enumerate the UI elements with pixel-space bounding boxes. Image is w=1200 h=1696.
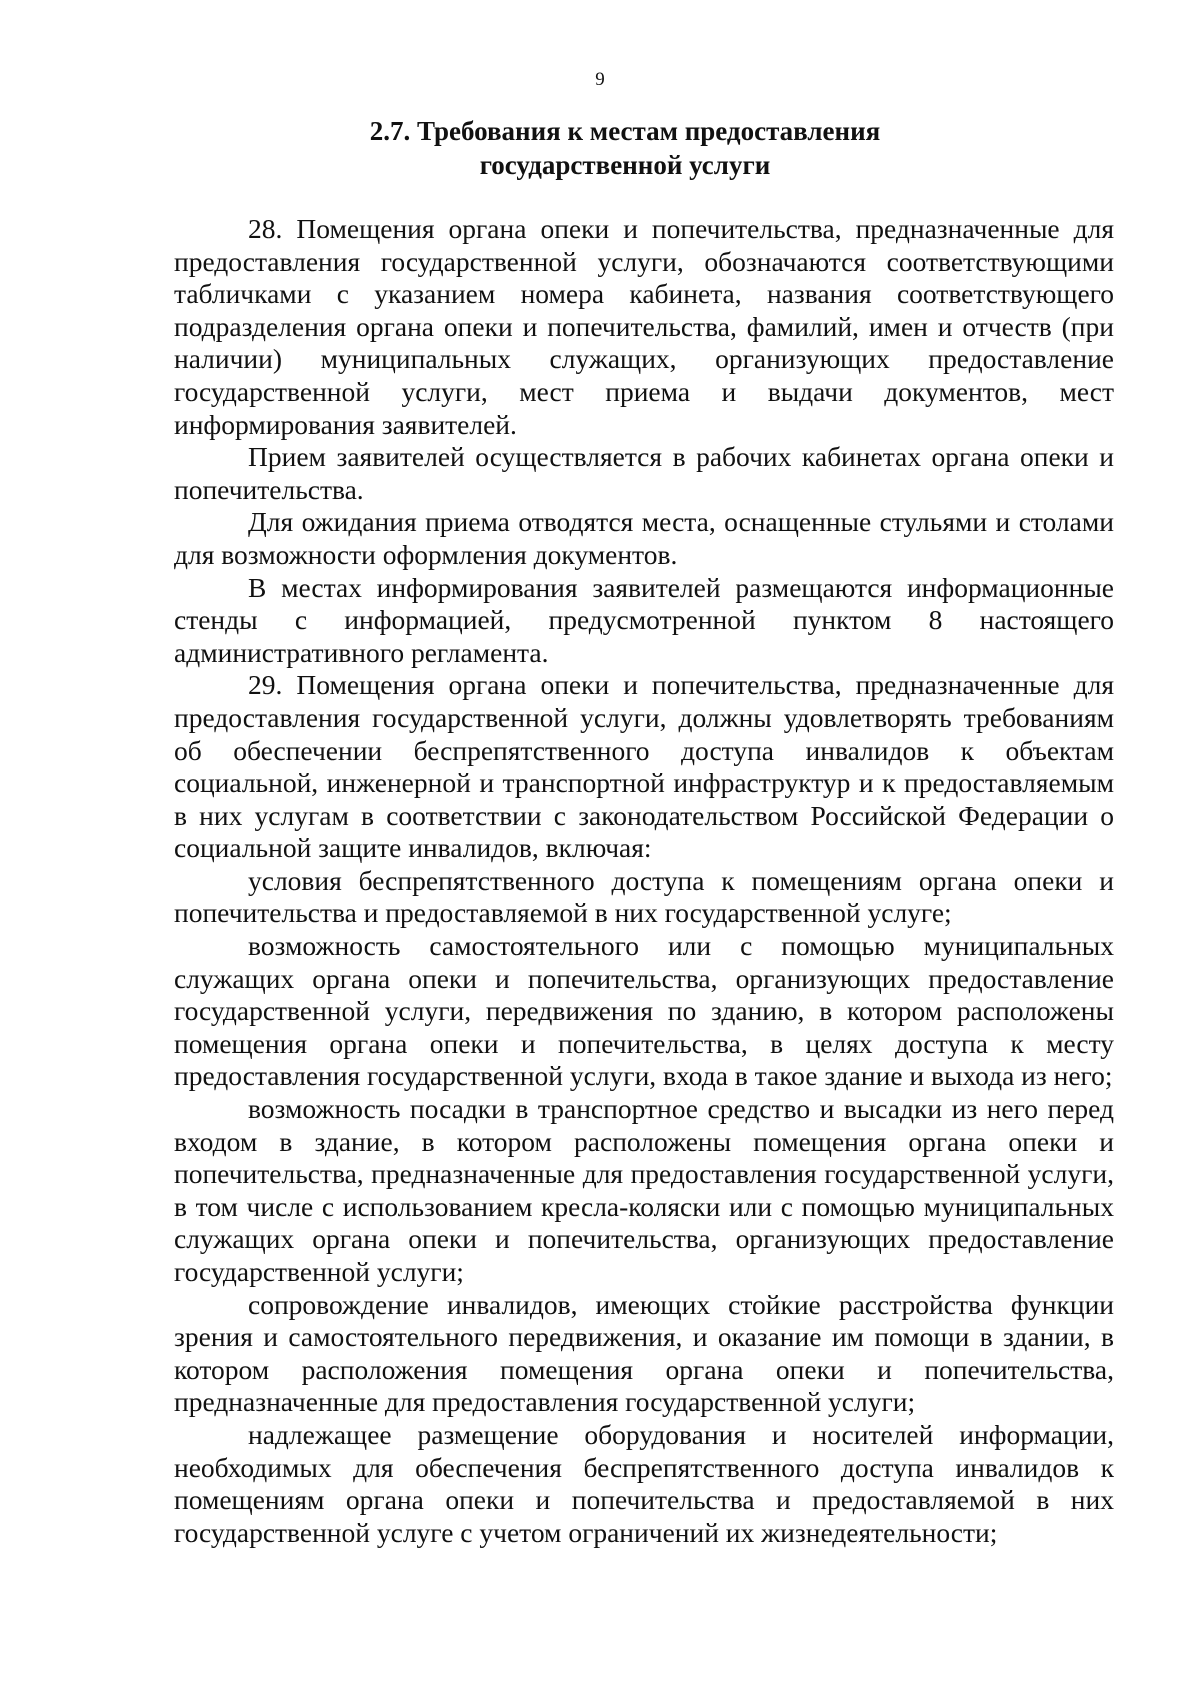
paragraph-escort-assistance: сопровождение инвалидов, имеющих стойкие расстройства функции зрения и самостоятельного передвижения, и оказание им помощи в здании, в котором расположения помещения органа опеки и попечительства, предназначенные для предоставления государственной услуги; [174,1288,1114,1418]
paragraph-equipment-placement: надлежащее размещение оборудования и носителей информации, необходимых для обеспечения беспрепятственного доступа инвалидов к помещениям органа опеки и попечительства и предоставляемой в них государственной услуге с учетом ограничений их жизнедеятельности; [174,1418,1114,1548]
paragraph-28-signage: 28. Помещения органа опеки и попечительства, предназначенные для предоставления государственной услуги, обозначаются соответствующими табличками с указанием номера кабинета, названия соответствующего подразделения органа опеки и попечительства, фамилий, имен и отчеств (при наличии) муниципальных служащих, организующих предоставление государственной услуги, мест приема и выдачи документов, мест информирования заявителей. [174,213,1114,440]
paragraph-information-stands: В местах информирования заявителей размещаются информационные стенды с информацией, предусмотренной пунктом 8 настоящего административного регламента. [174,571,1114,668]
paragraph-movement-in-building: возможность самостоятельного или с помощью муниципальных служащих органа опеки и попечительства, организующих предоставление государственной услуги, передвижения по зданию, в котором расположены помещения органа опеки и попечительства, в целях доступа к месту предоставления государственной услуги, входа в такое здание и выхода из него; [174,930,1114,1092]
section-heading-line-2: государственной услуги [479,150,771,180]
section-heading-line-1: 2.7. Требования к местам предоставления [369,116,881,146]
paragraph-waiting-places: Для ожидания приема отводятся места, оснащенные стульями и столами для возможности оформления документов. [174,506,1114,570]
body-text [174,213,1114,1549]
paragraph-29-accessibility: 29. Помещения органа опеки и попечительства, предназначенные для предоставления государственной услуги, должны удовлетворять требованиям об обеспечении беспрепятственного доступа инвалидов к объектам социальной, инженерной и транспортной инфраструктур и к предоставляемым в них услугам в соответствии с законодательством Российской Федерации о социальной защите инвалидов, включая: [174,669,1114,864]
paragraph-access-conditions: условия беспрепятственного доступа к помещениям органа опеки и попечительства и предоставляемой в них государственной услуге; [174,864,1114,929]
page-number: 9 [595,69,605,90]
paragraph-reception: Прием заявителей осуществляется в рабочих кабинетах органа опеки и попечительства. [174,441,1114,505]
paragraph-vehicle-boarding: возможность посадки в транспортное средство и высадки из него перед входом в здание, в котором расположены помещения органа опеки и попечительства, предназначенные для предоставления государственной услуги, в том числе с использованием кресла-коляски или с помощью муниципальных служащих органа опеки и попечительства, организующих предоставление государственной услуги; [174,1093,1114,1287]
section-heading [160,114,1090,182]
